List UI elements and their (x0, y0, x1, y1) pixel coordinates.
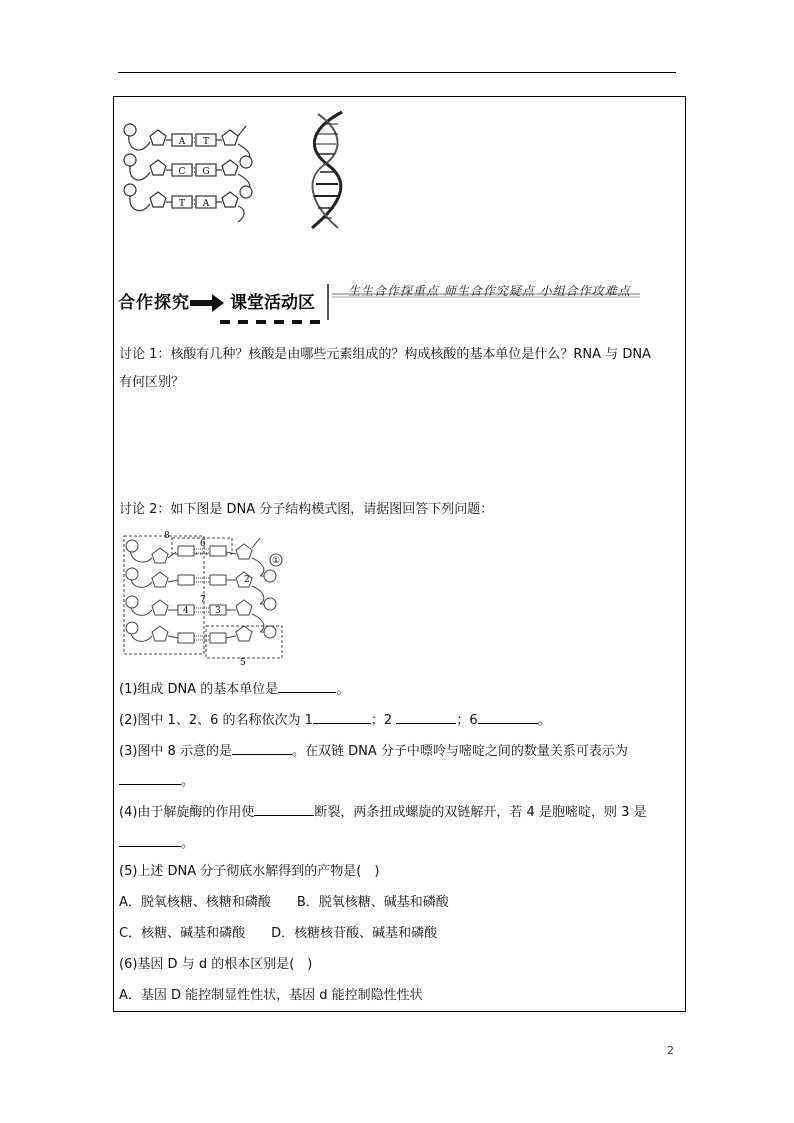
base-label-t1: T (202, 137, 210, 147)
answer-blank-2b[interactable] (396, 709, 456, 724)
question-3-line2 (119, 770, 194, 791)
discussion1-line1: 讨论 1：核酸有几种？核酸是由哪些元素组成的？构成核酸的基本单位是什么？RNA 与 DNA (119, 347, 651, 362)
question-3-end: 。 (181, 774, 195, 789)
dna-label-4: 4 (183, 606, 189, 616)
answer-blank-2a[interactable] (313, 709, 371, 724)
question-3-text-a: (3)图中 8 示意的是 (119, 744, 232, 759)
double-helix-image (298, 110, 354, 234)
question-3-text-b: 。在双链 DNA 分子中嘌呤与嘧啶之间的数量关系可表示为 (291, 744, 628, 759)
question-5-options-ab: A．脱氧核糖、核糖和磷酸 B．脱氧核糖、碱基和磷酸 (119, 895, 449, 910)
base-label-g: G (202, 167, 210, 177)
question-4-text-a: (4)由于解旋酶的作用使 (119, 805, 255, 820)
question-5-options-cd: C．核糖、碱基和磷酸 D．核糖核苷酸、碱基和磷酸 (119, 926, 438, 941)
arrow-right-icon (190, 294, 224, 312)
question-2-text-b: ；2 (370, 713, 397, 728)
base-label-a1: A (178, 137, 186, 147)
base-label-t2: T (178, 199, 186, 209)
dna-label-3: 3 (215, 606, 221, 616)
dna-label-7: 7 (200, 595, 206, 605)
question-3 (119, 740, 628, 761)
question-6-option-a: A．基因 D 能控制显性性状，基因 d 能控制隐性性状 (119, 988, 423, 1003)
base-label-a2: A (202, 199, 210, 209)
question-2 (119, 709, 551, 730)
question-2-text-c: ；6 (456, 713, 478, 728)
question-6: (6)基因 D 与 d 的根本区别是( ) (119, 957, 313, 972)
discussion1-line2: 有何区别？ (119, 375, 185, 390)
question-1-end: 。 (336, 682, 350, 697)
answer-blank-3b[interactable] (119, 770, 181, 785)
question-4-text-b: 断裂，两条扭成螺旋的双链解开，若 4 是胞嘧啶，则 3 是 (314, 805, 647, 820)
page-number: 2 (667, 1044, 674, 1057)
question-1 (119, 678, 349, 699)
answer-blank-3a[interactable] (232, 740, 292, 755)
question-1-text: (1)组成 DNA 的基本单位是 (119, 682, 279, 697)
header-rule (118, 72, 676, 73)
dna-label-5: 5 (240, 658, 246, 668)
dna-label-2: 2 (244, 575, 250, 585)
question-4-end: 。 (181, 836, 195, 851)
answer-blank-4b[interactable] (119, 832, 181, 847)
nucleotide-pair-diagram (120, 118, 260, 236)
question-2-text-a: (2)图中 1、2、6 的名称依次为 1 (119, 713, 313, 728)
dna-label-6: 6 (200, 539, 206, 549)
question-4 (119, 801, 647, 822)
answer-blank-2c[interactable] (478, 709, 538, 724)
banner-middle-title: 课堂活动区 (230, 293, 315, 313)
question-4-line2 (119, 832, 194, 853)
base-label-c: C (178, 167, 186, 177)
answer-blank-4a[interactable] (254, 801, 314, 816)
dna-label-1: ① (272, 556, 281, 566)
banner-left-title: 合作探究 (118, 293, 190, 313)
banner-right-slogan: 生生合作探重点 师生合作究疑点 小组合作攻难点 (348, 284, 631, 298)
dna-structure-diagram (120, 528, 292, 668)
answer-blank-1[interactable] (278, 678, 336, 693)
question-5: (5)上述 DNA 分子彻底水解得到的产物是( ) (119, 864, 380, 879)
discussion2-title: 讨论 2：如下图是 DNA 分子结构模式图，请据图回答下列问题： (119, 502, 494, 517)
dna-label-8: 8 (164, 531, 170, 541)
question-2-end: 。 (537, 713, 551, 728)
